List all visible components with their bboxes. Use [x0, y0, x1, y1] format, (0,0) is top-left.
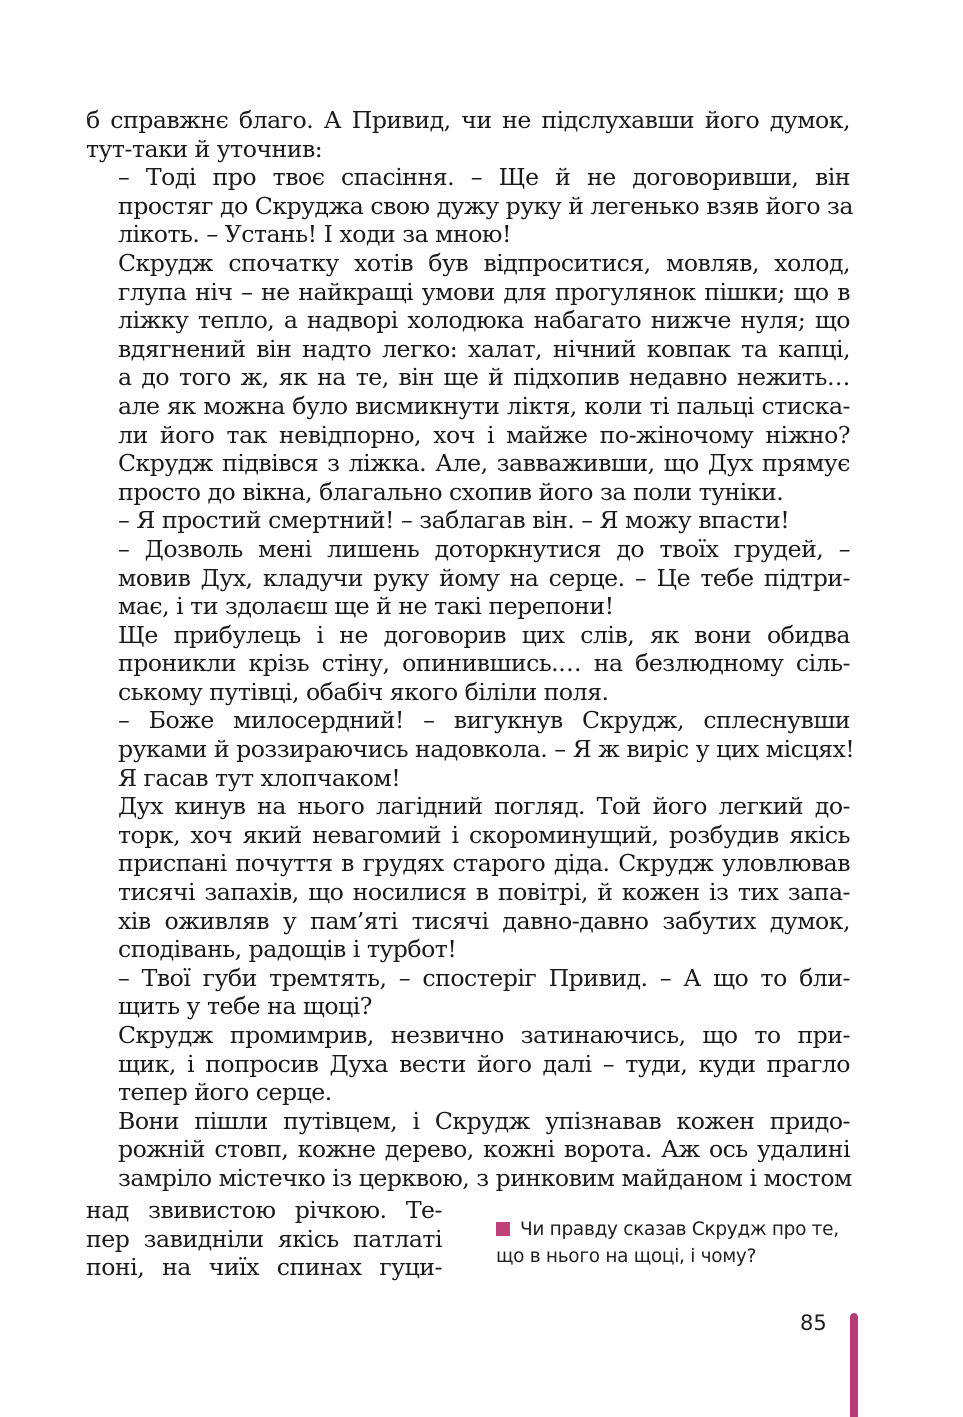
text-line: хів оживляв у пам’яті тисячі давно-давно забутих думок, [118, 906, 850, 935]
text-line: але як можна було висмикнути ліктя, коли ті пальці стиска- [118, 391, 850, 420]
text-line: ли його так невідпорно, хоч і майже по-жіночому ніжно? [118, 420, 850, 449]
text-line: Скрудж підвівся з ліжка. Але, завваживши, що Дух прямує [118, 449, 850, 478]
text-line: простяг до Скруджа свою дужу руку й легенько взяв його за [118, 191, 853, 220]
text-line: Дух кинув на нього лагідний погляд. Той його легкий до- [118, 792, 850, 821]
text-line: руками й роззираючись надовкола. – Я ж виріс у цих місцях! [118, 735, 855, 764]
paragraph [86, 706, 855, 792]
text-line: Ще прибулець і не договорив цих слів, як вони обидва [118, 620, 850, 649]
text-line: мовив Дух, кладучи руку йому на серце. – Це тебе підтри- [118, 563, 850, 592]
text-line: глупа ніч – не найкращі умови для прогулянок пішки; що в [118, 277, 850, 306]
text-line: торк, хоч який невагомий і скороминущий, розбудив якісь [118, 820, 850, 849]
narrow-text-column [86, 1196, 442, 1282]
text-line: Скрудж спочатку хотів був відпроситися, мовляв, холод, [118, 248, 850, 277]
paragraph [86, 1021, 850, 1107]
text-line: б справжнє благо. А Привид, чи не підслухавши його думок, [86, 106, 850, 134]
text-line: ліжку тепло, а надворі холодюка набагато нижче нуля; що [118, 306, 850, 335]
paragraph [86, 792, 850, 964]
text-line: сподівань, радощів і турбот! [118, 935, 457, 964]
text-line: ському путівці, обабіч якого біліли поля. [118, 677, 609, 706]
text-line: пер завидніли якісь патлаті [86, 1224, 442, 1253]
text-line: Вони пішли путівцем, і Скрудж упізнавав кожен придо- [118, 1106, 850, 1135]
page-edge-accent-bar [850, 1313, 858, 1417]
paragraph [86, 163, 853, 249]
paragraph [86, 249, 850, 506]
text-line: вдягнений він надто легко: халат, нічний ковпак та капці, [118, 334, 850, 363]
text-line: просто до вікна, благально схопив його за поли туніки. [118, 477, 784, 506]
text-line: над звивистою річкою. Те- [86, 1196, 442, 1224]
page-number: 85 [800, 1311, 827, 1335]
text-line: замріло містечко із церквою, з ринковим майданом і мостом [118, 1163, 852, 1192]
text-line: щить у тебе на щоці? [118, 992, 372, 1021]
text-line: а до того ж, як на те, він ще й підхопив недавно нежить… [118, 363, 850, 392]
question-sidebar [496, 1216, 856, 1270]
question-text: Чи правду сказав Скрудж про те, що в нього на щоці, і чому? [496, 1219, 839, 1267]
text-line: – Дозволь мені лишень доторкнутися до твоїх грудей, – [118, 534, 850, 563]
text-line: – Тоді про твоє спасіння. – Ще й не договоривши, він [118, 163, 850, 192]
text-line: приспані почуття в грудях старого діда. Скрудж уловлював [118, 849, 850, 878]
bottom-block [86, 1196, 850, 1296]
paragraph [86, 506, 850, 535]
text-line: тисячі запахів, що носилися в повітрі, й кожен із тих запа- [118, 878, 850, 907]
text-line: тут-таки й уточнив: [86, 134, 323, 163]
text-line: проникли крізь стіну, опинившись.… на безлюдному сіль- [118, 649, 850, 678]
paragraph [86, 964, 850, 1021]
square-bullet-icon [496, 1222, 510, 1236]
paragraph [86, 106, 850, 163]
text-line: тепер його серце. [118, 1078, 332, 1107]
paragraph [86, 535, 850, 621]
text-line: Я гасав тут хлопчаком! [118, 763, 401, 792]
text-line: рожній стовп, кожне дерево, кожні ворота. Аж ось удалині [118, 1135, 850, 1164]
main-text [86, 106, 855, 1193]
text-line: – Я простий смертний! – заблагав він. – Я можу впасти! [118, 506, 790, 535]
text-line: – Боже милосердний! – вигукнув Скрудж, сплеснувши [118, 706, 850, 735]
text-line: щик, і попросив Духа вести його далі – туди, куди прагло [118, 1049, 850, 1078]
text-line: – Твої губи тремтять, – спостеріг Привид. – А що то бли- [118, 963, 850, 992]
paragraph [86, 1107, 850, 1193]
text-line: лікоть. – Устань! І ходи за мною! [118, 220, 511, 249]
text-line: має, і ти здолаєш ще й не такі перепони! [118, 592, 614, 621]
paragraph [86, 621, 850, 707]
text-line: Скрудж промимрив, незвично затинаючись, що то при- [118, 1021, 850, 1049]
text-line: поні, на чиїх спинах гуци- [86, 1253, 442, 1282]
